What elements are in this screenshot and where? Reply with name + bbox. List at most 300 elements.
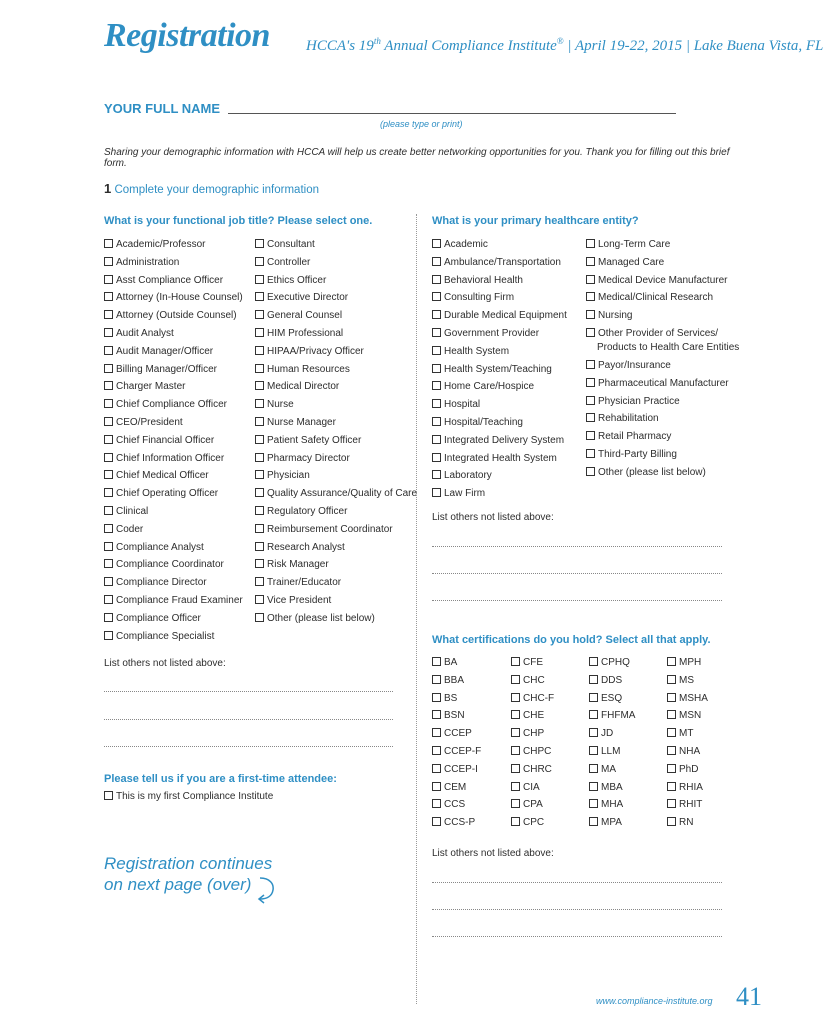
checkbox[interactable]: [104, 257, 113, 266]
checkbox-option[interactable]: [104, 450, 243, 468]
checkbox[interactable]: [589, 657, 598, 666]
checkbox[interactable]: [255, 595, 264, 604]
checkbox[interactable]: [255, 542, 264, 551]
checkbox-option[interactable]: [432, 779, 481, 797]
checkbox[interactable]: [255, 310, 264, 319]
checkbox-option[interactable]: Other Provider of Services/: [586, 325, 739, 341]
checkbox[interactable]: [586, 239, 595, 248]
first-time-option[interactable]: This is my first Compliance Institute: [104, 788, 273, 806]
checkbox-option[interactable]: [511, 707, 554, 725]
option-label: Integrated Delivery System: [444, 434, 565, 446]
checkbox[interactable]: [255, 488, 264, 497]
checkbox-option[interactable]: [667, 707, 708, 725]
checkbox[interactable]: [255, 453, 264, 462]
job-title-others-line-1[interactable]: [104, 691, 393, 692]
entity-col-1: [432, 236, 567, 503]
checkbox-option[interactable]: [589, 725, 635, 743]
checkbox-option[interactable]: [511, 743, 554, 761]
checkbox[interactable]: [255, 435, 264, 444]
checkbox[interactable]: [511, 728, 520, 737]
checkbox-option[interactable]: [586, 428, 739, 446]
checkbox[interactable]: [589, 764, 598, 773]
job-title-others-line-2[interactable]: [104, 719, 393, 720]
checkbox-option[interactable]: [255, 307, 417, 325]
checkbox-option[interactable]: [432, 450, 567, 468]
checkbox-option[interactable]: [511, 814, 554, 832]
checkbox-option[interactable]: [104, 378, 243, 396]
option-label: MS: [679, 674, 694, 686]
checkbox-option[interactable]: [255, 485, 417, 503]
checkbox[interactable]: [104, 791, 113, 800]
checkbox[interactable]: [511, 817, 520, 826]
checkbox-option[interactable]: [432, 814, 481, 832]
checkbox[interactable]: [589, 799, 598, 808]
checkbox-option[interactable]: [432, 467, 567, 485]
checkbox[interactable]: [432, 764, 441, 773]
certifications-question: What certifications do you hold? Select all that apply.: [432, 634, 711, 646]
checkbox-option[interactable]: [589, 743, 635, 761]
checkbox[interactable]: [255, 381, 264, 390]
checkbox-option[interactable]: [586, 410, 739, 428]
checkbox-option[interactable]: [589, 672, 635, 690]
option-continuation: Products to Health Care Entities: [597, 341, 740, 353]
checkbox-option[interactable]: [255, 289, 417, 307]
option-label: CPA: [523, 799, 543, 811]
checkbox-option[interactable]: [104, 432, 243, 450]
checkbox[interactable]: [589, 728, 598, 737]
checkbox[interactable]: [589, 675, 598, 684]
checkbox[interactable]: [586, 292, 595, 301]
checkbox-option[interactable]: [104, 289, 243, 307]
checkbox-option[interactable]: [432, 254, 567, 272]
checkbox-option[interactable]: [255, 467, 417, 485]
checkbox[interactable]: [255, 399, 264, 408]
checkbox-option[interactable]: [255, 343, 417, 361]
checkbox[interactable]: [667, 693, 676, 702]
checkbox[interactable]: [667, 817, 676, 826]
checkbox[interactable]: [104, 364, 113, 373]
checkbox-option[interactable]: [432, 272, 567, 290]
entity-col-2: [586, 236, 739, 482]
option-label: CEM: [444, 781, 467, 793]
checkbox-option[interactable]: [586, 272, 739, 290]
checkbox-option[interactable]: [104, 592, 243, 610]
checkbox[interactable]: [586, 431, 595, 440]
checkbox-option[interactable]: [104, 556, 243, 574]
checkbox-option[interactable]: [432, 378, 567, 396]
checkbox-option[interactable]: [589, 814, 635, 832]
checkbox[interactable]: [255, 613, 264, 622]
checkbox[interactable]: [432, 364, 441, 373]
checkbox-option[interactable]: [432, 432, 567, 450]
checkbox[interactable]: [667, 782, 676, 791]
checkbox[interactable]: [255, 364, 264, 373]
checkbox-option[interactable]: [511, 654, 554, 672]
checkbox[interactable]: [255, 275, 264, 284]
checkbox[interactable]: [104, 613, 113, 622]
checkbox-option[interactable]: [104, 307, 243, 325]
checkbox[interactable]: [586, 328, 595, 337]
checkbox[interactable]: [511, 764, 520, 773]
checkbox-option[interactable]: [586, 446, 739, 464]
option-label: Medical/Clinical Research: [598, 292, 714, 304]
option-label: CCS-P: [444, 817, 476, 829]
checkbox[interactable]: [667, 746, 676, 755]
checkbox-option[interactable]: [255, 592, 417, 610]
checkbox[interactable]: [104, 595, 113, 604]
checkbox-option[interactable]: [586, 254, 739, 272]
checkbox-option[interactable]: [104, 343, 243, 361]
entity-others-line-1[interactable]: [432, 546, 722, 547]
checkbox-option[interactable]: [104, 521, 243, 539]
checkbox-option[interactable]: [432, 796, 481, 814]
option-label: NHA: [679, 745, 701, 757]
checkbox[interactable]: [432, 746, 441, 755]
checkbox[interactable]: [667, 728, 676, 737]
option-label: Reimbursement Coordinator: [267, 523, 393, 535]
checkbox-option[interactable]: [667, 690, 708, 708]
checkbox-option[interactable]: [104, 254, 243, 272]
checkbox[interactable]: [667, 657, 676, 666]
checkbox[interactable]: [104, 346, 113, 355]
event-info: HCCA's 19th Annual Compliance Institute® | April 19-22, 2015 | Lake Buena Vista, FL: [306, 36, 823, 54]
checkbox-option[interactable]: [667, 672, 708, 690]
option-label: CHC: [523, 674, 545, 686]
checkbox-option[interactable]: [432, 690, 481, 708]
option-label: Coder: [116, 523, 144, 535]
checkbox[interactable]: [255, 346, 264, 355]
checkbox[interactable]: [104, 542, 113, 551]
checkbox[interactable]: [104, 292, 113, 301]
checkbox[interactable]: [104, 488, 113, 497]
checkbox-option[interactable]: [255, 254, 417, 272]
checkbox[interactable]: [432, 453, 441, 462]
checkbox-option[interactable]: [255, 361, 417, 379]
option-label: Controller: [267, 256, 311, 268]
checkbox[interactable]: [432, 470, 441, 479]
option-label: Asst Compliance Officer: [116, 274, 224, 286]
checkbox-option[interactable]: [104, 628, 243, 646]
option-label: RHIT: [679, 799, 703, 811]
checkbox[interactable]: [432, 399, 441, 408]
checkbox[interactable]: [586, 310, 595, 319]
checkbox-option[interactable]: [432, 761, 481, 779]
option-label: Behavioral Health: [444, 274, 523, 286]
checkbox-option[interactable]: [511, 672, 554, 690]
checkbox-option[interactable]: [586, 357, 739, 375]
checkbox[interactable]: [104, 453, 113, 462]
checkbox[interactable]: [255, 470, 264, 479]
option-label: Pharmacy Director: [267, 452, 350, 464]
checkbox[interactable]: [667, 764, 676, 773]
checkbox[interactable]: [432, 435, 441, 444]
checkbox-option[interactable]: [667, 761, 708, 779]
checkbox-option[interactable]: [586, 375, 739, 393]
intro-text: Sharing your demographic information with HCCA will help us create better networking opportunities for you. Thank you for filling out this brief form.: [104, 147, 730, 169]
checkbox-option[interactable]: [589, 779, 635, 797]
cert-others-line-2[interactable]: [432, 909, 722, 910]
option-label: Physician Practice: [598, 395, 680, 407]
checkbox-option[interactable]: [432, 414, 567, 432]
checkbox[interactable]: [511, 799, 520, 808]
checkbox[interactable]: [432, 310, 441, 319]
option-label: CCS: [444, 799, 466, 811]
checkbox-option[interactable]: [432, 307, 567, 325]
checkbox-option[interactable]: [104, 325, 243, 343]
checkbox[interactable]: [667, 710, 676, 719]
cert-col-4: [667, 654, 708, 832]
checkbox-option[interactable]: [667, 814, 708, 832]
cert-col-1: [432, 654, 481, 832]
checkbox-option[interactable]: [667, 654, 708, 672]
checkbox[interactable]: [432, 728, 441, 737]
checkbox[interactable]: [104, 559, 113, 568]
checkbox-option[interactable]: [104, 610, 243, 628]
checkbox[interactable]: [432, 275, 441, 284]
checkbox[interactable]: [255, 577, 264, 586]
option-label: Retail Pharmacy: [598, 431, 672, 443]
checkbox-option[interactable]: [255, 325, 417, 343]
checkbox[interactable]: [511, 675, 520, 684]
checkbox[interactable]: [255, 257, 264, 266]
checkbox[interactable]: [104, 631, 113, 640]
option-label: HIPAA/Privacy Officer: [267, 345, 364, 357]
option-label: Chief Financial Officer: [116, 434, 215, 446]
checkbox[interactable]: [511, 693, 520, 702]
checkbox[interactable]: [104, 381, 113, 390]
cert-col-2: [511, 654, 554, 832]
option-label: Compliance Officer: [116, 612, 201, 624]
checkbox[interactable]: [255, 417, 264, 426]
option-label: Long-Term Care: [598, 239, 671, 250]
checkbox-option[interactable]: [104, 361, 243, 379]
checkbox[interactable]: [586, 396, 595, 405]
entity-question: What is your primary healthcare entity?: [432, 215, 639, 227]
checkbox-option[interactable]: [255, 432, 417, 450]
checkbox[interactable]: [586, 275, 595, 284]
option-label: Charger Master: [116, 381, 186, 393]
checkbox-option[interactable]: [511, 690, 554, 708]
checkbox[interactable]: [589, 817, 598, 826]
checkbox[interactable]: [586, 257, 595, 266]
checkbox[interactable]: [104, 435, 113, 444]
checkbox-option[interactable]: [255, 556, 417, 574]
checkbox-option[interactable]: [432, 396, 567, 414]
option-label: Chief Compliance Officer: [116, 399, 227, 411]
option-label: Government Provider: [444, 327, 540, 339]
entity-others-line-3[interactable]: [432, 600, 722, 601]
checkbox-option[interactable]: [432, 236, 567, 254]
checkbox[interactable]: [586, 378, 595, 387]
checkbox-option[interactable]: [104, 539, 243, 557]
checkbox[interactable]: [586, 467, 595, 476]
option-label: MBA: [601, 781, 623, 793]
checkbox-option[interactable]: [589, 796, 635, 814]
checkbox[interactable]: [432, 817, 441, 826]
checkbox-option[interactable]: [104, 574, 243, 592]
checkbox-option[interactable]: [432, 725, 481, 743]
curved-arrow-icon: [256, 874, 278, 904]
option-label: Attorney (Outside Counsel): [116, 310, 237, 322]
checkbox[interactable]: [104, 239, 113, 248]
checkbox-option[interactable]: [432, 325, 567, 343]
checkbox[interactable]: [586, 449, 595, 458]
job-title-others-label: List others not listed above:: [104, 658, 226, 669]
checkbox-option[interactable]: [255, 450, 417, 468]
entity-others-label: List others not listed above:: [432, 512, 554, 523]
checkbox-option[interactable]: [511, 779, 554, 797]
checkbox-option[interactable]: [104, 396, 243, 414]
checkbox[interactable]: [104, 417, 113, 426]
checkbox[interactable]: [589, 782, 598, 791]
checkbox-option[interactable]: [255, 521, 417, 539]
checkbox-option[interactable]: [255, 574, 417, 592]
checkbox-option[interactable]: [432, 289, 567, 307]
option-label: PhD: [679, 763, 699, 775]
checkbox-option[interactable]: [589, 654, 635, 672]
checkbox[interactable]: [432, 799, 441, 808]
option-label: Academic/Professor: [116, 239, 206, 250]
checkbox[interactable]: [104, 470, 113, 479]
full-name-field[interactable]: [228, 113, 676, 114]
checkbox-option[interactable]: [667, 796, 708, 814]
checkbox[interactable]: [511, 782, 520, 791]
checkbox-option[interactable]: [586, 464, 739, 482]
checkbox-option[interactable]: [667, 779, 708, 797]
checkbox[interactable]: [511, 710, 520, 719]
checkbox-option[interactable]: [432, 361, 567, 379]
checkbox-option[interactable]: [104, 467, 243, 485]
checkbox-option[interactable]: [589, 707, 635, 725]
first-time-question: Please tell us if you are a first-time attendee:: [104, 773, 337, 785]
checkbox-option[interactable]: [255, 414, 417, 432]
option-label: BBA: [444, 674, 465, 686]
option-label: Health System: [444, 345, 510, 357]
checkbox[interactable]: [432, 417, 441, 426]
checkbox-option[interactable]: [511, 796, 554, 814]
checkbox[interactable]: [255, 506, 264, 515]
option-label: General Counsel: [267, 310, 343, 322]
option-label: Laboratory: [444, 470, 492, 482]
checkbox[interactable]: [432, 488, 441, 497]
checkbox[interactable]: [432, 693, 441, 702]
checkbox[interactable]: [432, 657, 441, 666]
checkbox[interactable]: [255, 292, 264, 301]
checkbox[interactable]: [432, 328, 441, 337]
checkbox[interactable]: [432, 239, 441, 248]
checkbox-option[interactable]: [255, 236, 417, 254]
checkbox-option[interactable]: [255, 539, 417, 557]
checkbox-option[interactable]: [104, 236, 243, 254]
job-title-others-line-3[interactable]: [104, 746, 393, 747]
column-divider: [416, 214, 417, 1004]
option-label: Integrated Health System: [444, 452, 557, 464]
checkbox-option[interactable]: [432, 485, 567, 503]
option-label: FHFMA: [601, 710, 636, 722]
checkbox-option[interactable]: [255, 272, 417, 290]
checkbox[interactable]: [432, 710, 441, 719]
checkbox[interactable]: [104, 310, 113, 319]
option-label: Compliance Fraud Examiner: [116, 594, 243, 606]
checkbox[interactable]: [586, 360, 595, 369]
option-label: MSHA: [679, 692, 708, 704]
checkbox-option[interactable]: [432, 707, 481, 725]
checkbox[interactable]: [432, 381, 441, 390]
checkbox[interactable]: [586, 413, 595, 422]
cert-others-label: List others not listed above:: [432, 848, 554, 859]
checkbox-option[interactable]: [586, 393, 739, 411]
checkbox-option[interactable]: [589, 761, 635, 779]
checkbox[interactable]: [432, 257, 441, 266]
option-label: Chief Information Officer: [116, 452, 225, 464]
checkbox-option[interactable]: [586, 236, 739, 254]
checkbox-option[interactable]: [432, 343, 567, 361]
checkbox-option[interactable]: [255, 378, 417, 396]
checkbox[interactable]: [255, 239, 264, 248]
checkbox[interactable]: [104, 275, 113, 284]
option-label: Clinical: [116, 505, 149, 517]
checkbox[interactable]: [589, 710, 598, 719]
checkbox-option[interactable]: [432, 672, 481, 690]
checkbox-option[interactable]: [511, 725, 554, 743]
checkbox-option[interactable]: [589, 690, 635, 708]
checkbox-option[interactable]: [667, 725, 708, 743]
checkbox-option[interactable]: [432, 654, 481, 672]
checkbox[interactable]: [511, 657, 520, 666]
checkbox[interactable]: [432, 782, 441, 791]
option-label: CHC-F: [523, 692, 555, 704]
checkbox[interactable]: [667, 675, 676, 684]
checkbox[interactable]: [255, 524, 264, 533]
checkbox[interactable]: [667, 799, 676, 808]
option-label: CHRC: [523, 763, 552, 775]
checkbox-option[interactable]: [255, 396, 417, 414]
checkbox-option[interactable]: [432, 743, 481, 761]
checkbox-option[interactable]: [255, 503, 417, 521]
checkbox-option[interactable]: [104, 414, 243, 432]
checkbox[interactable]: [255, 328, 264, 337]
checkbox[interactable]: [255, 559, 264, 568]
checkbox[interactable]: [511, 746, 520, 755]
option-label: CHE: [523, 710, 545, 722]
checkbox-option[interactable]: [511, 761, 554, 779]
checkbox-option[interactable]: [586, 307, 739, 325]
option-label: Compliance Analyst: [116, 541, 204, 553]
checkbox[interactable]: [104, 328, 113, 337]
checkbox-option[interactable]: [255, 610, 417, 628]
option-label: Consulting Firm: [444, 292, 515, 304]
cert-others-line-1[interactable]: [432, 882, 722, 883]
checkbox[interactable]: [104, 399, 113, 408]
checkbox-option[interactable]: [586, 289, 739, 307]
checkbox[interactable]: [104, 524, 113, 533]
checkbox[interactable]: [432, 292, 441, 301]
checkbox-option[interactable]: [104, 485, 243, 503]
checkbox-option[interactable]: [104, 503, 243, 521]
entity-others-line-2[interactable]: [432, 573, 722, 574]
cert-others-line-3[interactable]: [432, 936, 722, 937]
checkbox[interactable]: [589, 746, 598, 755]
option-label: Quality Assurance/Quality of Care: [267, 488, 418, 500]
checkbox[interactable]: [432, 675, 441, 684]
checkbox-option[interactable]: [667, 743, 708, 761]
checkbox[interactable]: [589, 693, 598, 702]
checkbox-option[interactable]: [104, 272, 243, 290]
checkbox[interactable]: [432, 346, 441, 355]
checkbox[interactable]: [104, 506, 113, 515]
option-label: Nursing: [598, 310, 633, 322]
checkbox[interactable]: [104, 577, 113, 586]
